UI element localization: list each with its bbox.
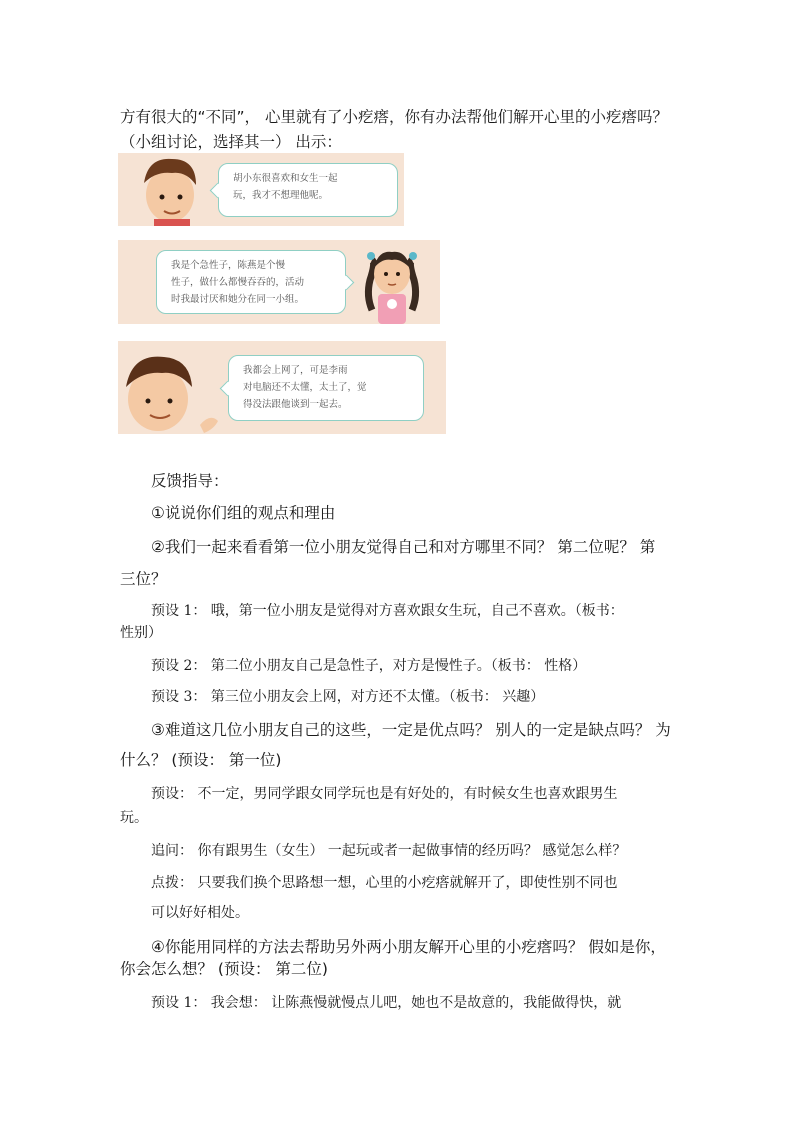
feedback-heading: 反馈指导： (151, 472, 229, 490)
speech-bubble-2 (156, 250, 346, 314)
question-3-b: 什么？ (预设： 第一位) (120, 751, 282, 769)
boy-2-face-icon (118, 341, 228, 434)
speech-bubble-1 (218, 163, 398, 217)
girl-face-icon (346, 240, 436, 324)
preset-2: 预设 2： 第二位小朋友自己是急性子，对方是慢性子。（板书： 性格） (151, 658, 587, 674)
bubble-2-line: 性子，做什么都慢吞吞的，活动 (171, 277, 305, 288)
intro-line-1: 方有很大的“不同”， 心里就有了小疙瘩，你有办法帮他们解开心里的小疙瘩吗？ (120, 108, 668, 126)
preset-4-b: 玩。 (120, 810, 148, 826)
bubble-3-line: 我都会上网了，可是李雨 (243, 365, 348, 376)
bubble-3-line: 得没法跟他谈到一起去。 (243, 399, 348, 410)
preset-1-a: 预设 1： 哦，第一位小朋友是觉得对方喜欢跟女生玩，自己不喜欢。（板书： (151, 603, 624, 619)
illustration-boy-2 (118, 341, 446, 434)
question-1: ①说说你们组的观点和理由 (151, 504, 336, 522)
guidance-a: 点拨： 只要我们换个思路想一想，心里的小疙瘩就解开了，即使性别不同也 (151, 875, 618, 891)
question-2-a: ②我们一起来看看第一位小朋友觉得自己和对方哪里不同？ 第二位呢？ 第 (151, 538, 656, 556)
preset-5: 预设 1： 我会想： 让陈燕慢就慢点儿吧，她也不是故意的，我能做得快，就 (151, 995, 622, 1011)
guidance-b: 可以好好相处。 (151, 905, 249, 921)
boy-face-icon (128, 153, 218, 226)
illustration-girl (118, 240, 440, 324)
preset-1-b: 性别） (120, 625, 162, 641)
question-4-a: ④你能用同样的方法去帮助另外两小朋友解开心里的小疙瘩吗？ 假如是你， (151, 938, 666, 956)
speech-bubble-3 (228, 355, 424, 421)
illustration-boy-1 (118, 153, 404, 226)
bubble-2-line: 时我最讨厌和她分在同一小组。 (171, 294, 305, 305)
bubble-2-line: 我是个急性子，陈燕是个慢 (171, 260, 286, 271)
question-2-b: 三位？ (120, 570, 167, 588)
question-3-a: ③难道这几位小朋友自己的这些，一定是优点吗？ 别人的一定是缺点吗？ 为 (151, 721, 671, 739)
bubble-3-line: 对电脑还不太懂，太土了，觉 (243, 382, 367, 393)
preset-3: 预设 3： 第三位小朋友会上网，对方还不太懂。（板书： 兴趣） (151, 689, 545, 705)
bubble-1-line: 胡小东很喜欢和女生一起 (233, 173, 338, 184)
intro-line-2: （小组讨论，选择其一） 出示： (120, 133, 342, 151)
follow-up-question: 追问： 你有跟男生（女生） 一起玩或者一起做事情的经历吗？ 感觉怎么样？ (151, 843, 627, 859)
bubble-1-line: 玩，我才不想理他呢。 (233, 190, 329, 201)
preset-4-a: 预设： 不一定，男同学跟女同学玩也是有好处的，有时候女生也喜欢跟男生 (151, 786, 618, 802)
question-4-b: 你会怎么想？ (预设： 第二位) (120, 960, 328, 978)
